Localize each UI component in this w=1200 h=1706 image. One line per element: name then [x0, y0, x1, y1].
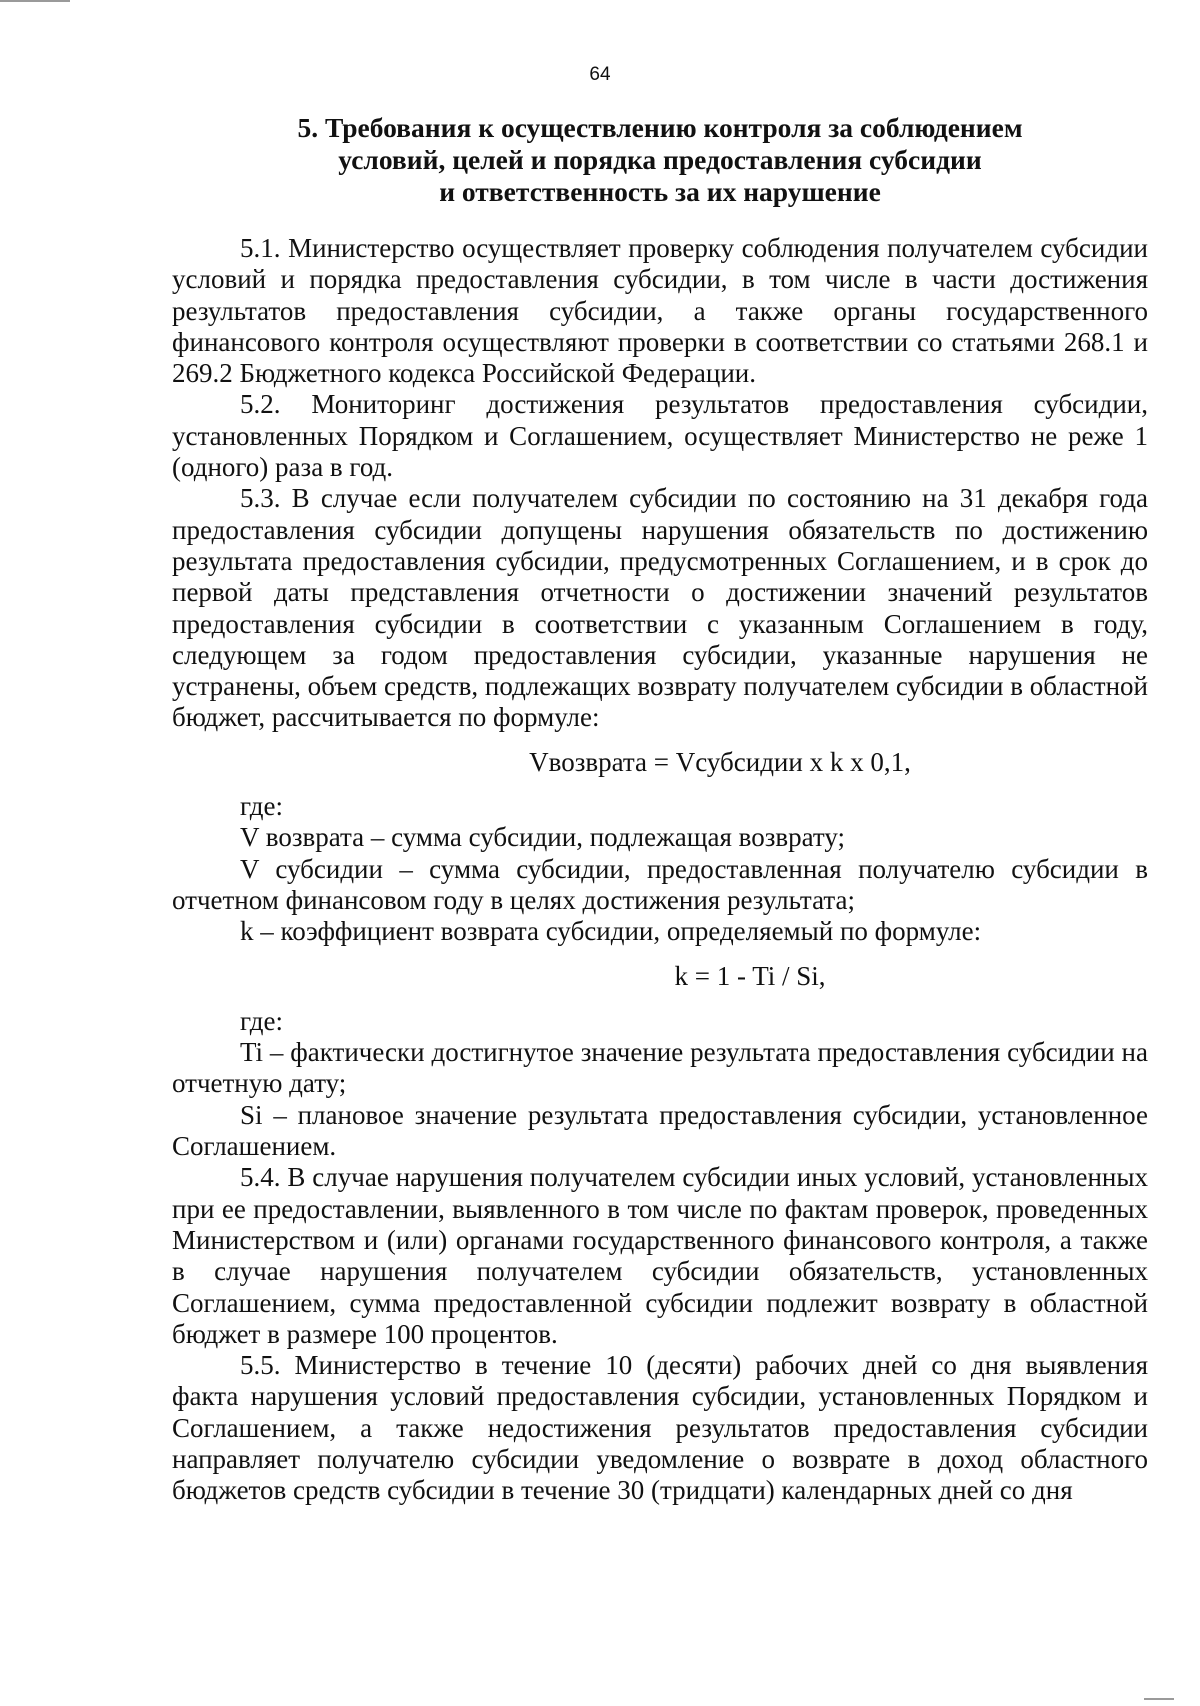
where-label: где:: [240, 1005, 283, 1036]
formula-return-amount: Vвозврата = Vсубсидии x k x 0,1,: [529, 746, 911, 777]
definition-ti: Ti – фактически достигнутое значение результата предоставления субсидии на отчетную дату;: [172, 1037, 1148, 1099]
paragraph-5-2: 5.2. Мониторинг достижения результатов предоставления субсидии, установленных Порядком и Соглашением, осуществляет Министерство не реже 1 (одного) раза в год.: [172, 389, 1148, 483]
formula-coefficient: k = 1 - Ti / Si,: [674, 960, 826, 991]
paragraph-5-3: 5.3. В случае если получателем субсидии по состоянию на 31 декабря года предоставления субсидии допущены нарушения обязательств по достижению результата предоставления субсидии, предусмотренных Соглашением, и в срок до первой даты представления отчетности о достижении значений результатов предоставления субсидии в соответствии с указанным Соглашением в году, следующем за годом предоставления субсидии, указанные нарушения не устранены, объем средств, подлежащих возврату получателем субсидии в областной бюджет, рассчитывается по формуле:: [172, 483, 1148, 733]
page-number: 64: [589, 64, 611, 85]
scan-edge-mark: [1144, 1698, 1174, 1700]
definition-k: k – коэффициент возврата субсидии, определяемый по формуле:: [240, 916, 982, 947]
section-heading-line: и ответственность за их нарушение: [439, 176, 881, 207]
paragraph-5-4: 5.4. В случае нарушения получателем субсидии иных условий, установленных при ее предоставлении, выявленного в том числе по фактам проверок, проведенных Министерством и (или) органами государственного финансового контроля, а также в случае нарушения получателем субсидии обязательств, установленных Соглашением, сумма предоставленной субсидии подлежит возврату в областной бюджет в размере 100 процентов.: [172, 1162, 1148, 1349]
definition-si: Si – плановое значение результата предоставления субсидии, установленное Соглашением.: [172, 1099, 1148, 1162]
definition-v-return: V возврата – сумма субсидии, подлежащая возврату;: [240, 822, 846, 853]
scan-edge-mark: [0, 0, 70, 2]
section-heading-line: 5. Требования к осуществлению контроля за соблюдением: [297, 112, 1023, 143]
where-label: где:: [240, 791, 283, 822]
document-body: [172, 233, 1148, 1507]
paragraph-5-5: 5.5. Министерство в течение 10 (десяти) рабочих дней со дня выявления факта нарушения условий предоставления субсидии, установленных Порядком и Соглашением, а также недостижения результатов предоставления субсидии направляет получателю субсидии уведомление о возврате в доход областного бюджетов средств субсидии в течение 30 (тридцати) календарных дней со дня: [172, 1350, 1148, 1506]
section-heading: [172, 112, 1148, 208]
definition-v-subsidy: V субсидии – сумма субсидии, предоставленная получателю субсидии в отчетном финансовом году в целях достижения результата;: [172, 853, 1148, 915]
section-heading-line: условий, целей и порядка предоставления субсидии: [338, 144, 982, 175]
paragraph-5-1: 5.1. Министерство осуществляет проверку соблюдения получателем субсидии условий и порядка предоставления субсидии, в том числе в части достижения результатов предоставления субсидии, а также органы государственного финансового контроля осуществляют проверки в соответствии со статьями 268.1 и 269.2 Бюджетного кодекса Российской Федерации.: [172, 233, 1148, 389]
